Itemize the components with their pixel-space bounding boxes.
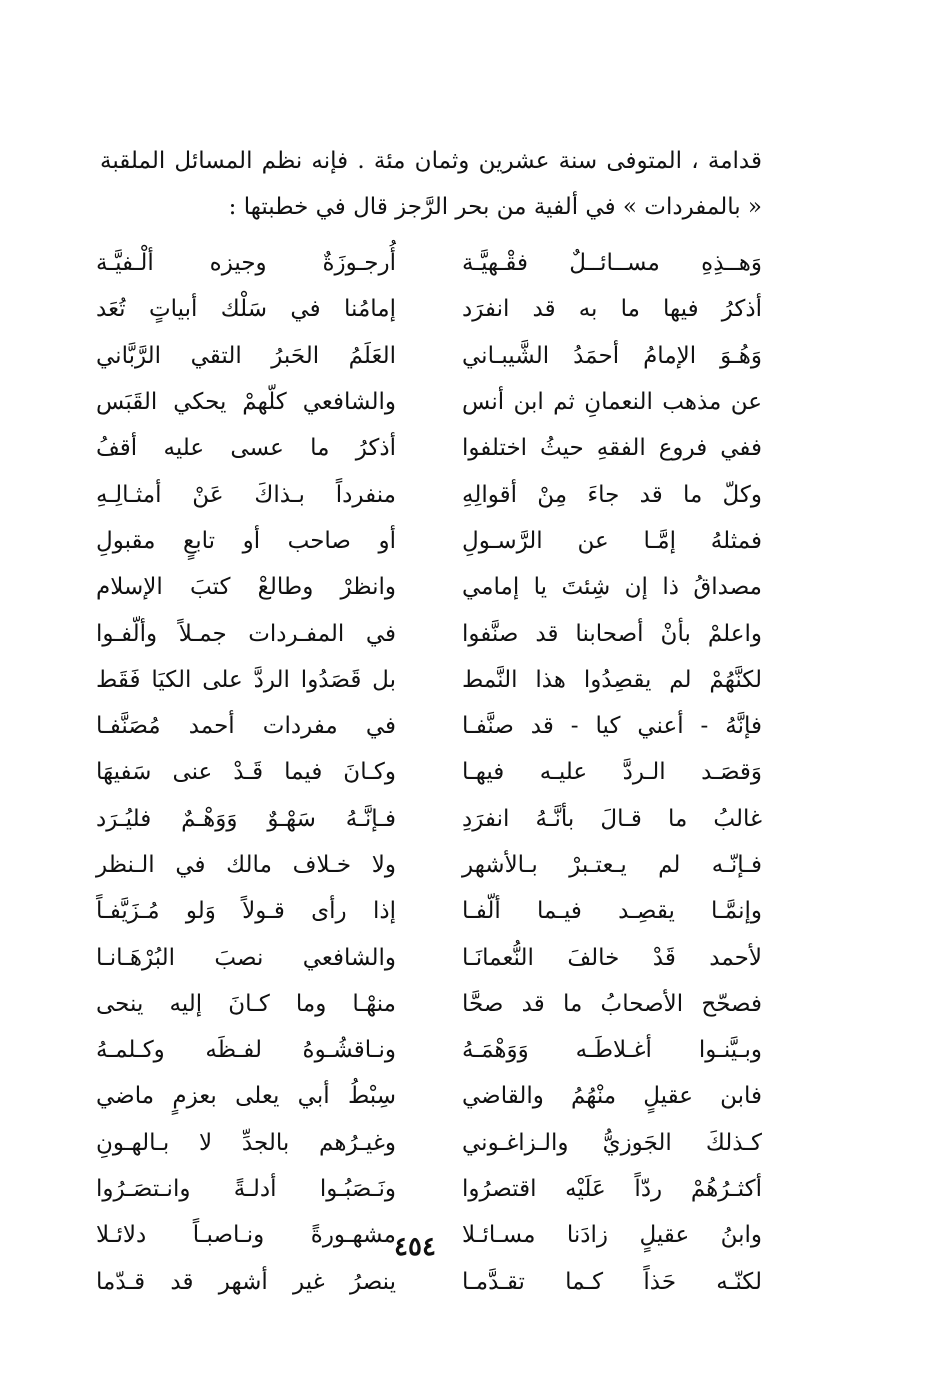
verse-row (96, 934, 762, 980)
verse-first-hemistich: لكنَّهُمْ لم يقصِدُوا هذا النَّمط (462, 666, 762, 693)
page-number: ٤٥٤ (394, 1232, 436, 1262)
verse-first-hemistich: لكنّـه حَذاً كـما تقـدَّمـا (462, 1268, 762, 1295)
verse-second-hemistich: ينصرُ غير أشهر قد قـدّما (96, 1268, 396, 1295)
verse-second-hemistich: أذكرُ ما عسى عليه أقفُ (96, 435, 396, 462)
verse-first-hemistich: غالبُ ما قـالَ بأنَّـهُ انفرَدِ (462, 805, 762, 832)
verse-first-hemistich: فـإنّـه لم يـعتـبرْ بـالأشهر (462, 852, 762, 878)
verse-row (96, 1073, 762, 1119)
verse-second-hemistich: والشافعي كلّهمْ يحكي القَبَس (96, 389, 396, 416)
verse-second-hemistich: إمامُنا في سَلْك أبياتٍ تُعَد (96, 296, 396, 323)
verse-second-hemistich: وانظرْ وطالعْ كتبَ الإسلام (96, 574, 396, 601)
verse-second-hemistich: ونـاقشُـوهُ لفـظَه وكـلمـهُ (96, 1037, 396, 1064)
verse-row (96, 286, 762, 332)
verse-list (96, 240, 762, 1305)
verse-row (96, 333, 762, 379)
verse-first-hemistich: أذكرُ فيها ما به قد انفرَد (462, 296, 762, 323)
verse-row (96, 1027, 762, 1073)
verse-row (96, 749, 762, 795)
verse-row (96, 703, 762, 749)
verse-first-hemistich: أكثـرُهُمْ ردّاً عَلَيْه اقتصرُوا (462, 1176, 762, 1203)
intro-line: قدامة ، المتوفى سنة عشرين وثمان مئة . فإنه نظم المسائل الملقبة (100, 148, 762, 174)
intro-line: « بالمفردات » في ألفية من بحر الرَّجز قال في خطبتها : (228, 194, 762, 220)
verse-row (96, 1259, 762, 1305)
verse-row (96, 888, 762, 934)
verse-second-hemistich: ولا خـلاف مالك في الـنظر (96, 852, 396, 878)
verse-row (96, 981, 762, 1027)
verse-first-hemistich: وَهــذِهِ مســائــلٌ فقْـهيَّـة (462, 250, 762, 277)
verse-first-hemistich: مصداقُ ذا إن شِئتَ يا إمامي (462, 574, 762, 601)
verse-row (96, 1120, 762, 1166)
verse-first-hemistich: فصحّح الأصحابُ ما قد صحَّا (462, 990, 762, 1017)
verse-row (96, 471, 762, 517)
verse-first-hemistich: فمثلهُ إمَّـا عن الرَّسـولِ (462, 527, 762, 554)
verse-second-hemistich: منهْـا وما كـانَ إليه ينحى (96, 990, 396, 1017)
verse-first-hemistich: وكلّ ما قد جاءَ مِنْ أقوالِهِ (462, 481, 762, 508)
verse-first-hemistich: عن مذهب النعمانِ ثم ابن أنس (462, 389, 762, 416)
verse-second-hemistich: سِبْطُ أبي يعلى بعزمٍ ماضي (96, 1083, 396, 1110)
verse-first-hemistich: كـذلكَ الجَوزيُّ والـزاغـوني (462, 1129, 762, 1156)
verse-first-hemistich: وَهُـوَ الإمامُ أحمَدُ الشَّيبـاني (462, 342, 762, 369)
verse-row (96, 657, 762, 703)
verse-row (96, 610, 762, 656)
verse-second-hemistich: ونَـصَبُـوا أدلـةً وانـتصَـرُوا (96, 1176, 396, 1203)
verse-second-hemistich: فـإنَّـهُ سَهْـوٌ وَوَهْـمٌ فليُـرَد (96, 805, 396, 832)
verse-second-hemistich: العَلَمُ الحَبرُ التقي الرَّبَّاني (96, 342, 396, 369)
verse-row (96, 518, 762, 564)
verse-row (96, 796, 762, 842)
verse-row (96, 842, 762, 888)
verse-row (96, 1166, 762, 1212)
verse-second-hemistich: إذا رأى قـولاً وَلو مُـزَيَّفـاً (96, 898, 396, 925)
verse-second-hemistich: أُرجـوزَةٌ وجيزه ألْـفيَّـة (96, 250, 396, 277)
verse-first-hemistich: وبـيَّنـوا أغـلاطَـه وَوَهْمَـهُ (462, 1037, 762, 1064)
verse-first-hemistich: ففي فروع الفقهِ حيثُ اختلفوا (462, 435, 762, 462)
verse-first-hemistich: وَقصَـد الـردَّ عليـه فيهـا (462, 759, 762, 786)
verse-second-hemistich: وغيـرُهم بالجدِّ لا بـالهـونِ (96, 1129, 396, 1156)
verse-second-hemistich: وكـانَ فيما قَـدْ عنى سَفيهَا (96, 759, 396, 786)
verse-first-hemistich: فإنَّهُ - أعني كيا - قد صنَّفـا (462, 713, 762, 740)
verse-first-hemistich: وابنُ عقيلٍ زادَنا مسـائـلا (462, 1222, 762, 1249)
verse-row (96, 379, 762, 425)
verse-row (96, 425, 762, 471)
intro-paragraph (100, 138, 762, 230)
verse-first-hemistich: لأحمد قَدْ خالفَ النُّعمانَـا (462, 944, 762, 971)
verse-row (96, 240, 762, 286)
verse-second-hemistich: أو صاحب أو تابعٍ مقبولِ (96, 527, 396, 554)
verse-row (96, 564, 762, 610)
verse-second-hemistich: في مفردات أحمد مُصَنَّفـا (96, 713, 396, 740)
verse-first-hemistich: فابن عقيلٍ منْهُمُ والقاضي (462, 1083, 762, 1110)
verse-second-hemistich: والشافعي نصبَ البُرْهَـانـا (96, 944, 396, 971)
verse-second-hemistich: مشهـورةً ونـاصبـاً دلائـلا (96, 1222, 396, 1249)
verse-second-hemistich: بل قَصَدُوا الردَّ على الكيَا فَقَط (96, 666, 396, 693)
verse-first-hemistich: واعلمْ بأنْ أصحابنا قد صنَّفوا (462, 620, 762, 647)
verse-second-hemistich: منفرداً بـذاكَ عَنْ أمثـالِـهِ (96, 481, 396, 508)
verse-second-hemistich: في المفـردات جمـلاً وألّفـوا (96, 620, 396, 647)
verse-first-hemistich: وإنمَّـا يقصِـد فيـما ألّفـا (462, 898, 762, 925)
